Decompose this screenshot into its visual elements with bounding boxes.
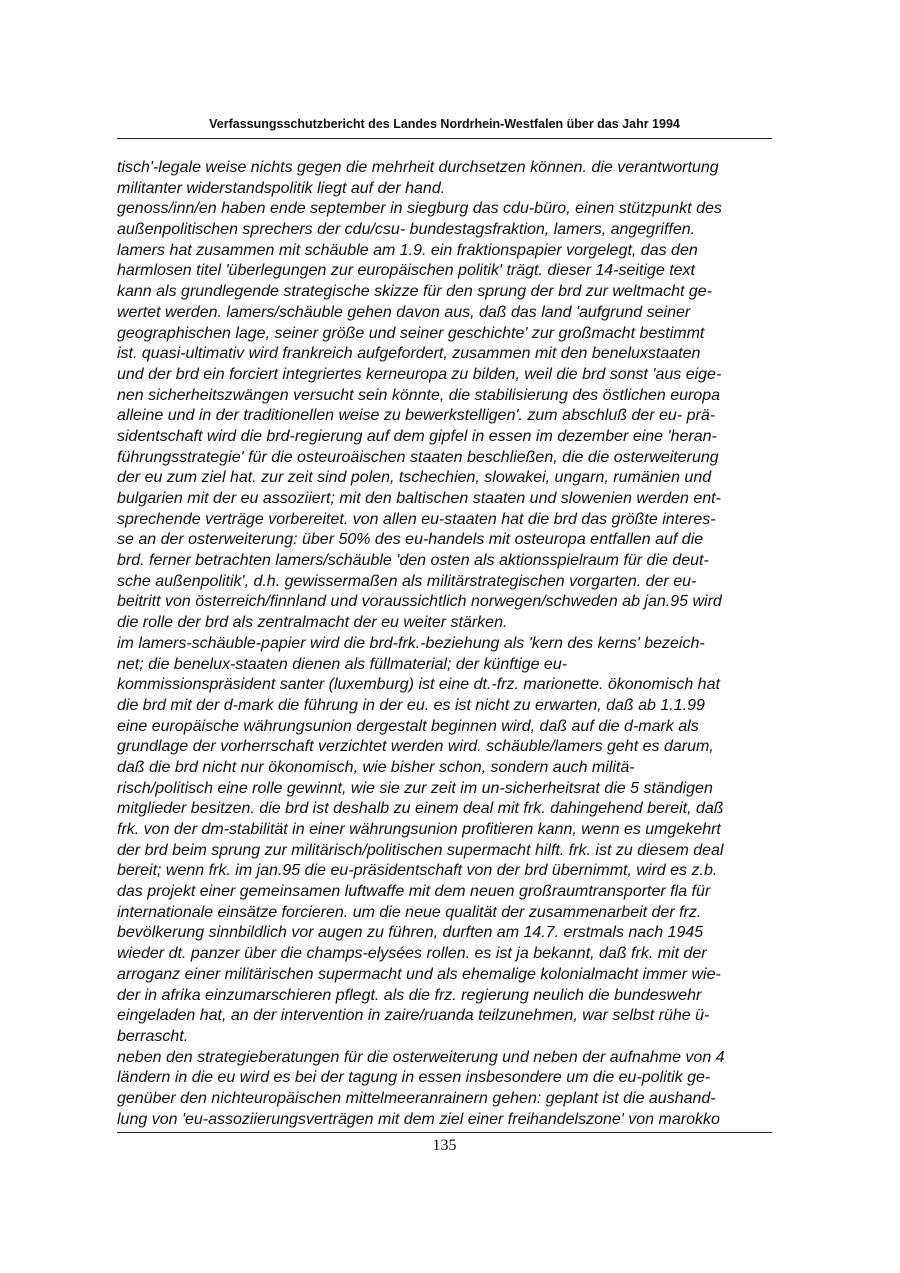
text-line: lamers hat zusammen mit schäuble am 1.9. ein fraktionspapier vorgelegt, das den: [117, 241, 698, 259]
text-line: mitglieder besitzen. die brd ist deshalb zu einem deal mit frk. dahingehend bereit, daß: [117, 800, 724, 818]
text-line: bulgarien mit der eu assoziiert; mit den baltischen staaten und slowenien werden ent-: [117, 490, 721, 507]
text-line: militanter widerstandspolitik liegt auf der hand.: [117, 179, 446, 197]
text-line: internationale einsätze forcieren. um die neue qualität der zusammenarbeit der frz.: [117, 903, 702, 921]
text-line: im lamers-schäuble-papier wird die brd-frk.-beziehung als 'kern des kerns' bezeich-: [117, 634, 705, 652]
text-line: neben den strategieberatungen für die osterweiterung und neben der aufnahme von 4: [117, 1048, 725, 1066]
body-text: [117, 158, 797, 1130]
text-line: wertet werden. lamers/schäuble gehen davon aus, daß das land 'aufgrund seiner: [117, 303, 691, 321]
text-line: der eu zum ziel hat. zur zeit sind polen, tschechien, slowakei, ungarn, rumänien und: [117, 469, 712, 487]
header-divider: [117, 138, 772, 139]
footer-divider: [117, 1132, 772, 1133]
text-line: harmlosen titel 'überlegungen zur europäischen politik' trägt. dieser 14-seitige text: [117, 262, 695, 280]
text-line: risch/politisch eine rolle gewinnt, wie sie zur zeit im un-sicherheitsrat die 5 ständigen: [117, 779, 713, 797]
text-line: beitritt von österreich/finnland und voraussichtlich norwegen/schweden ab jan.95 wird: [117, 593, 722, 611]
text-line: außenpolitischen sprechers der cdu/csu- bundestagsfraktion, lamers, angegriffen.: [117, 221, 696, 239]
text-line: arroganz einer militärischen supermacht und als ehemalige kolonialmacht immer wie-: [117, 965, 721, 983]
text-line: ländern in die eu wird es bei der tagung in essen insbesondere um die eu-politik ge-: [117, 1069, 711, 1087]
text-line: der brd beim sprung zur militärisch/politischen supermacht hilft. frk. ist zu diesem deal: [117, 841, 724, 859]
page-number: 135: [432, 1137, 457, 1154]
text-line: sidentschaft wird die brd-regierung auf dem gipfel in essen im dezember eine 'heran-: [117, 427, 717, 445]
text-line: daß die brd nicht nur ökonomisch, wie bisher schon, sondern auch militä-: [117, 758, 635, 776]
text-line: der in afrika einzumarschieren pflegt. als die frz. regierung neulich die bundeswehr: [117, 986, 702, 1004]
text-line: grundlage der vorherrschaft verzichtet werden wird. schäuble/lamers geht es darum,: [117, 738, 714, 756]
text-line: kann als grundlegende strategische skizze für den sprung der brd zur weltmacht ge-: [117, 283, 712, 301]
text-line: und der brd ein forciert integriertes kerneuropa zu bilden, weil die brd sonst 'aus eige-: [117, 365, 722, 383]
text-line: sprechende verträge vorbereitet. von allen eu-staaten hat die brd das größte interes-: [117, 510, 716, 528]
text-line: geographischen lage, seiner größe und seiner geschichte' zur großmacht bestimmt: [117, 324, 705, 342]
text-line: eine europäische währungsunion dergestalt beginnen wird, daß auf die d-mark als: [117, 717, 699, 735]
text-line: kommissionspräsident santer (luxemburg) ist eine dt.-frz. marionette. ökonomisch hat: [117, 676, 720, 694]
text-line: sche außenpolitik', d.h. gewissermaßen als militärstrategischen vorgarten. der eu-: [117, 572, 697, 590]
text-line: die brd mit der d-mark die führung in der eu. es ist nicht zu erwarten, daß ab 1.1.99: [117, 696, 705, 714]
text-line: brd. ferner betrachten lamers/schäuble 'den osten als aktionsspielraum für die deut-: [117, 552, 709, 570]
text-line: eingeladen hat, an der intervention in zaire/ruanda teilzunehmen, war selbst rühe ü-: [117, 1007, 710, 1025]
text-line: wieder dt. panzer über die champs-elysées rollen. es ist ja bekannt, daß frk. mit der: [117, 945, 707, 963]
text-line: berrascht.: [117, 1027, 189, 1045]
running-header: Verfassungsschutzbericht des Landes Nordrhein-Westfalen über das Jahr 1994: [209, 117, 680, 131]
text-line: alleine und in der traditionellen weise zu bewerkstelligen'. zum abschluß der eu- prä-: [117, 407, 716, 425]
text-line: lung von 'eu-assoziierungsverträgen mit dem ziel einer freihandelszone' von marokko: [117, 1110, 720, 1128]
text-line: bereit; wenn frk. im jan.95 die eu-präsidentschaft von der brd übernimmt, wird es z.b.: [117, 862, 718, 880]
text-line: bevölkerung sinnbildlich vor augen zu führen, durften am 14.7. erstmals nach 1945: [117, 924, 704, 942]
text-line: net; die benelux-staaten dienen als füllmaterial; der künftige eu-: [117, 655, 568, 673]
text-line: genüber den nichteuropäischen mittelmeeranrainern gehen: geplant ist die aushand-: [117, 1089, 716, 1107]
text-line: tisch'-legale weise nichts gegen die mehrheit durchsetzen können. die verantwortung: [117, 159, 719, 176]
text-line: genoss/inn/en haben ende september in siegburg das cdu-büro, einen stützpunkt des: [117, 200, 722, 218]
text-line: führungsstrategie' für die osteuroäischen staaten beschließen, die die osterweiterung: [117, 448, 719, 466]
text-line: se an der osterweiterung: über 50% des eu-handels mit osteuropa entfallen auf die: [117, 531, 704, 549]
text-line: frk. von der dm-stabilität in einer währungsunion profitieren kann, wenn es umgekehrt: [117, 821, 721, 838]
text-line: ist. quasi-ultimativ wird frankreich aufgefordert, zusammen mit den beneluxstaaten: [117, 345, 701, 363]
text-line: nen sicherheitszwängen versucht sein könnte, die stabilisierung des östlichen europa: [117, 386, 721, 404]
text-line: die rolle der brd als zentralmacht der eu weiter stärken.: [117, 614, 508, 632]
text-line: das projekt einer gemeinsamen luftwaffe mit dem neuen großraumtransporter fla für: [117, 883, 711, 901]
